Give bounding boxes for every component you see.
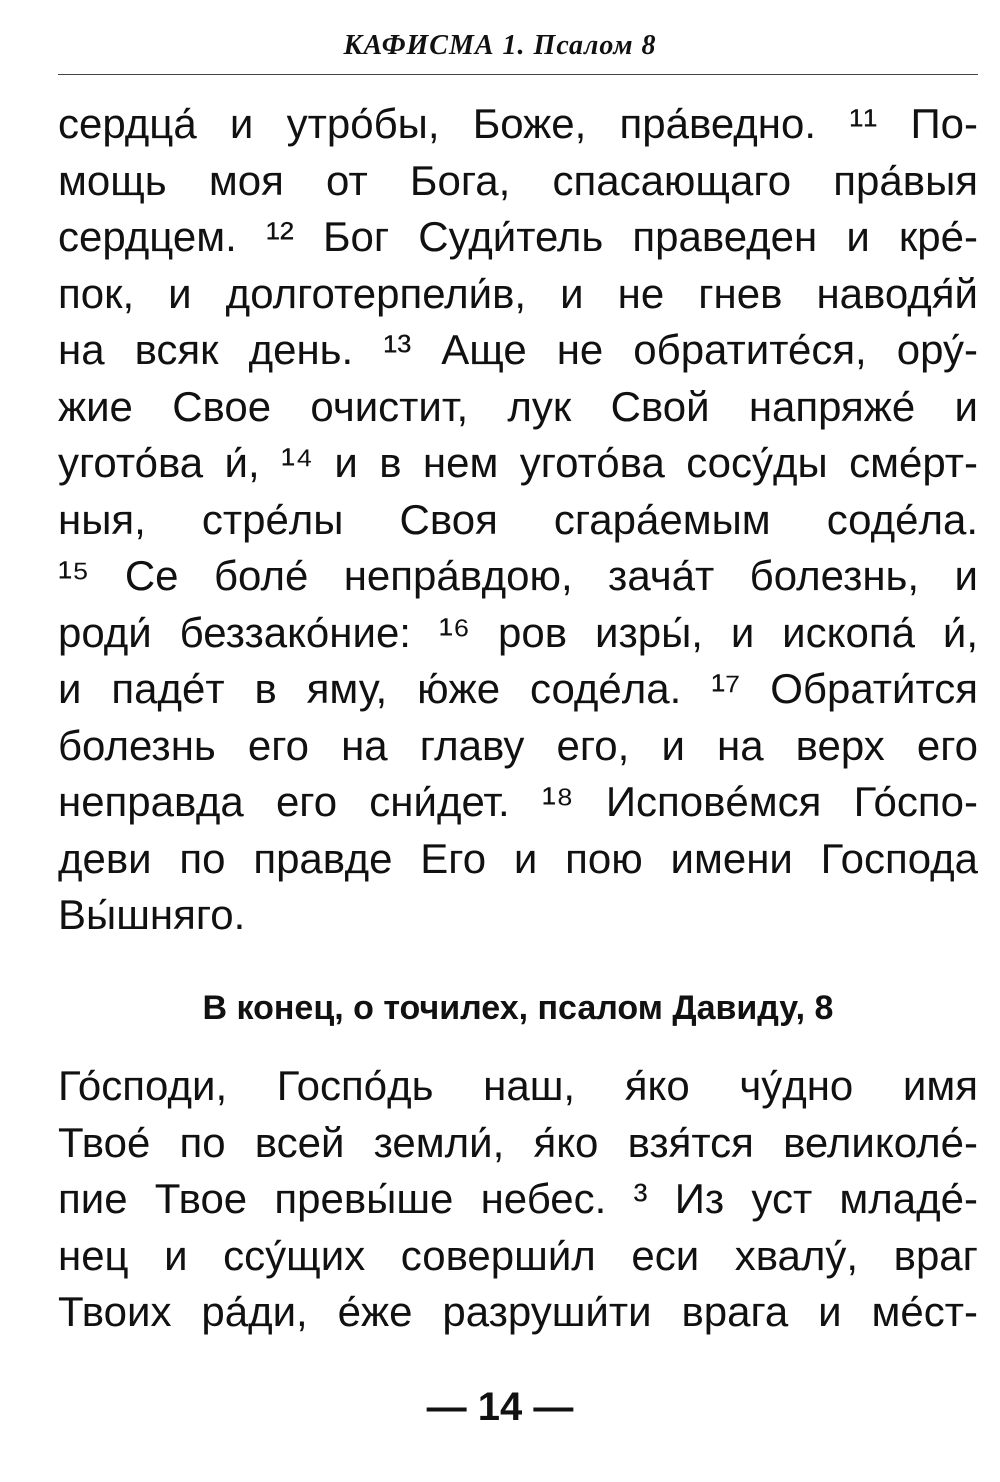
text-line: сердца́ и утро́бы, Боже, пра́ведно. ¹¹ По- bbox=[58, 100, 978, 147]
psalm-text bbox=[58, 1058, 978, 1341]
text-line: жие Свое очистит, лук Свой напряже́ и bbox=[58, 382, 978, 430]
text-line: роди́ беззако́ние: ¹⁶ ров изры́, и ископа́ и́, bbox=[58, 608, 978, 656]
header-rule bbox=[58, 74, 978, 75]
text-line: Твоих ра́ди, е́же разруши́ти врага и ме́ст- bbox=[58, 1288, 978, 1335]
text-line: ¹⁵ Се боле́ непра́вдою, зача́т болезнь, и bbox=[58, 552, 978, 599]
text-line: неправда его сни́дет. ¹⁸ Исповéмся Го́спо- bbox=[58, 778, 978, 825]
page-number: — 14 — bbox=[426, 1385, 574, 1429]
text-line: Го́споди, Госпо́дь наш, я́ко чу́дно имя bbox=[58, 1062, 978, 1109]
text-line: мощь моя от Бога, спасающаго пра́выя bbox=[58, 156, 978, 204]
running-header: КАФИСМА 1. Псалом 8 bbox=[343, 30, 657, 61]
text-line: угото́ва и́, ¹⁴ и в нем угото́ва сосу́ды сме́рт- bbox=[58, 439, 978, 486]
text-line: нец и ссу́щих соверши́л еси хвалу́, враг bbox=[58, 1231, 978, 1279]
text-line: Твое́ по всей земли́, я́ко взя́тся великоле́- bbox=[58, 1118, 978, 1166]
text-line: сердцем. ¹² Бог Суди́тель праведен и кре́- bbox=[58, 213, 978, 260]
text-line: пие Твое превы́ше небес. ³ Из уст младе́- bbox=[58, 1175, 978, 1222]
text-line: и паде́т в яму, ю́же соде́ла. ¹⁷ Обрати́тся bbox=[58, 665, 978, 712]
text-line: ныя, стре́лы Своя сгара́емым соде́ла. bbox=[58, 495, 978, 543]
body-text bbox=[58, 96, 978, 944]
text-line: пок, и долготерпели́в, и не гнев наводя́й bbox=[58, 269, 978, 317]
text-line: Вы́шняго. bbox=[58, 891, 246, 938]
text-line: деви по правде Его и пою имени Господа bbox=[58, 834, 978, 882]
text-line: болезнь его на главу его, и на верх его bbox=[58, 721, 978, 769]
text-line: на всяк день. ¹³ Аще не обратите́ся, ору́- bbox=[58, 326, 978, 373]
psalm-title: В конец, о точилех, псалом Давиду, 8 bbox=[202, 989, 834, 1027]
